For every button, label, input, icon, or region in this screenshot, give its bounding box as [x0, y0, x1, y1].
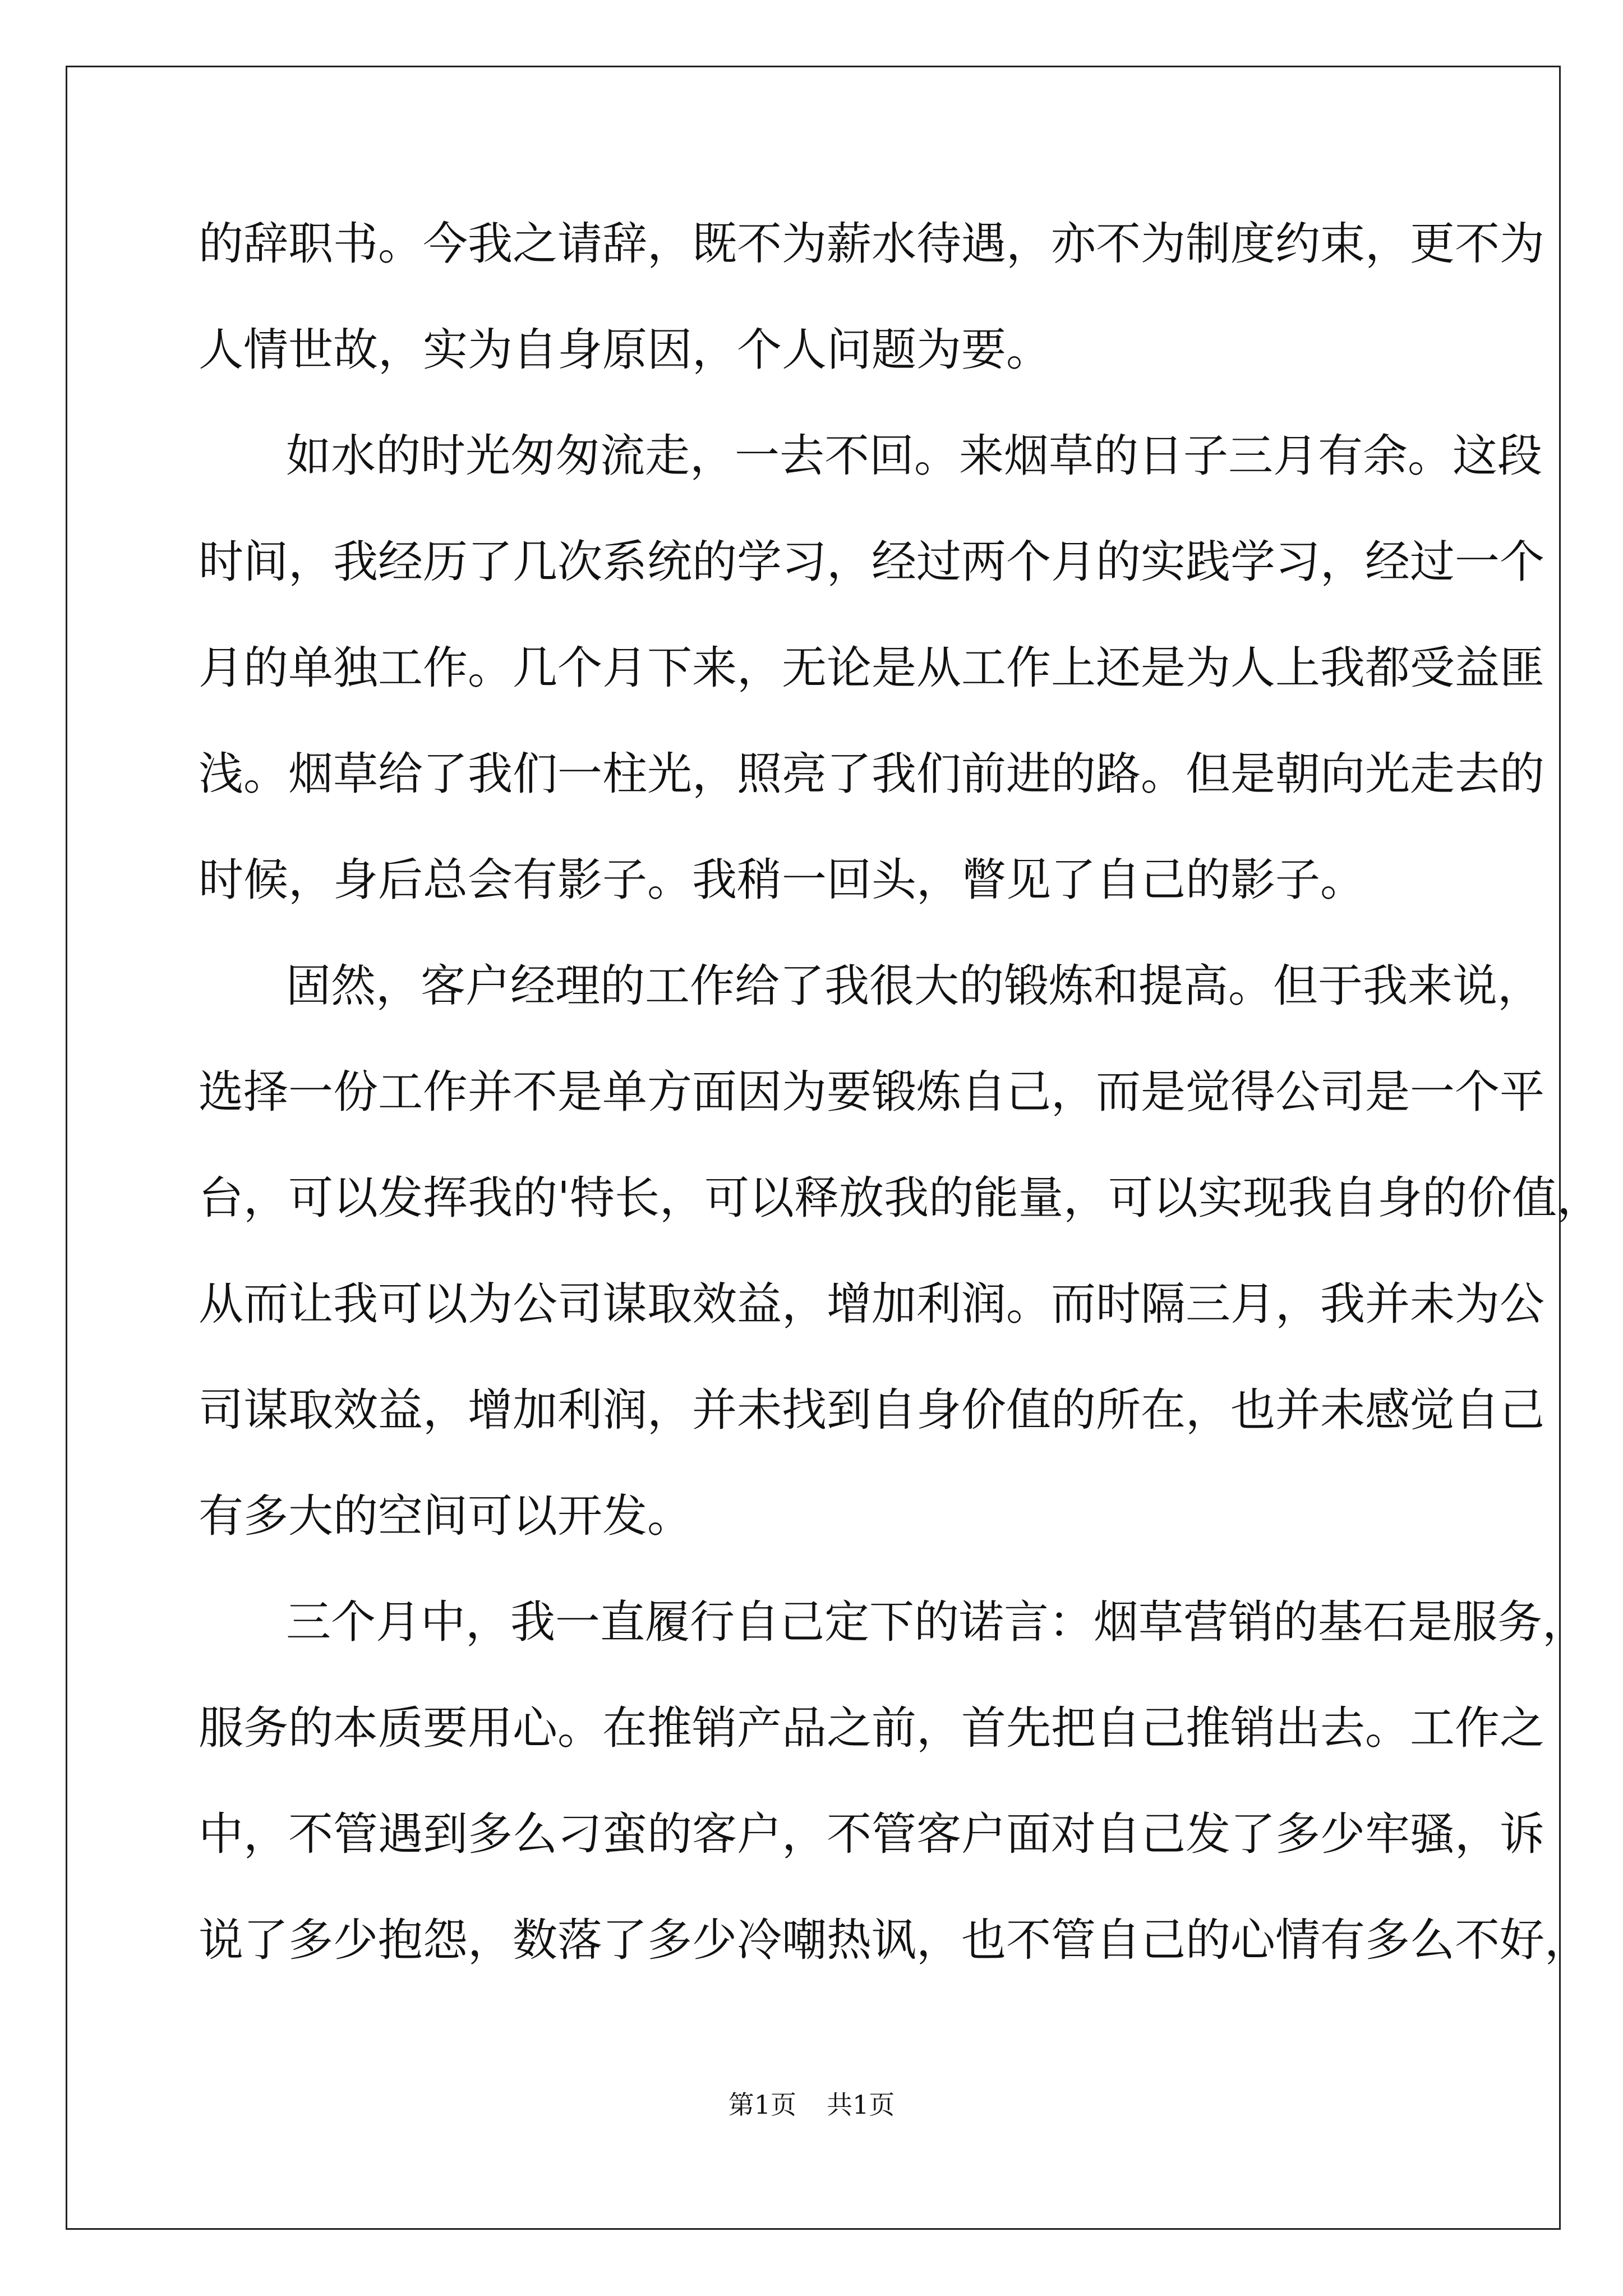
- text-line: 台，可以发挥我的'特长，可以释放我的能量，可以实现我自身的价值，: [199, 1172, 1602, 1224]
- page-total: 共1页: [827, 2090, 895, 2120]
- text-line: 固然，客户经理的工作给了我很大的锻炼和提高。但于我来说，: [286, 960, 1542, 1012]
- text-line: 服务的本质要用心。在推销产品之前，首先把自己推销出去。工作之: [199, 1702, 1544, 1754]
- document-body: [199, 218, 1602, 2024]
- text-line: 司谋取效益，增加利润，并未找到自身价值的所在，也并未感觉自己: [199, 1384, 1544, 1436]
- text-line: 说了多少抱怨，数落了多少冷嘲热讽，也不管自己的心情有多么不好，: [199, 1914, 1589, 1966]
- text-line: 浅。烟草给了我们一柱光，照亮了我们前进的路。但是朝向光走去的: [199, 748, 1544, 800]
- page-footer: [0, 2091, 1623, 2119]
- text-line: 月的单独工作。几个月下来，无论是从工作上还是为人上我都受益匪: [199, 642, 1544, 694]
- text-line: 如水的时光匆匆流走，一去不回。来烟草的日子三月有余。这段: [286, 430, 1542, 482]
- text-line: 时间，我经历了几次系统的学习，经过两个月的实践学习，经过一个: [199, 536, 1544, 588]
- text-line: 人情世故，实为自身原因，个人问题为要。: [199, 324, 1051, 376]
- text-line: 时候，身后总会有影子。我稍一回头，瞥见了自己的影子。: [199, 854, 1365, 906]
- text-line: 的辞职书。今我之请辞，既不为薪水待遇，亦不为制度约束，更不为: [199, 218, 1544, 270]
- page-number: 第1页: [728, 2090, 796, 2120]
- text-line: 中，不管遇到多么刁蛮的客户，不管客户面对自己发了多少牢骚，诉: [199, 1808, 1544, 1860]
- text-line: 有多大的空间可以开发。: [199, 1490, 692, 1542]
- text-line: 三个月中，我一直履行自己定下的诺言：烟草营销的基石是服务，: [286, 1596, 1587, 1648]
- text-line: 从而让我可以为公司谋取效益，增加利润。而时隔三月，我并未为公: [199, 1278, 1544, 1330]
- text-line: 选择一份工作并不是单方面因为要锻炼自己，而是觉得公司是一个平: [199, 1066, 1544, 1118]
